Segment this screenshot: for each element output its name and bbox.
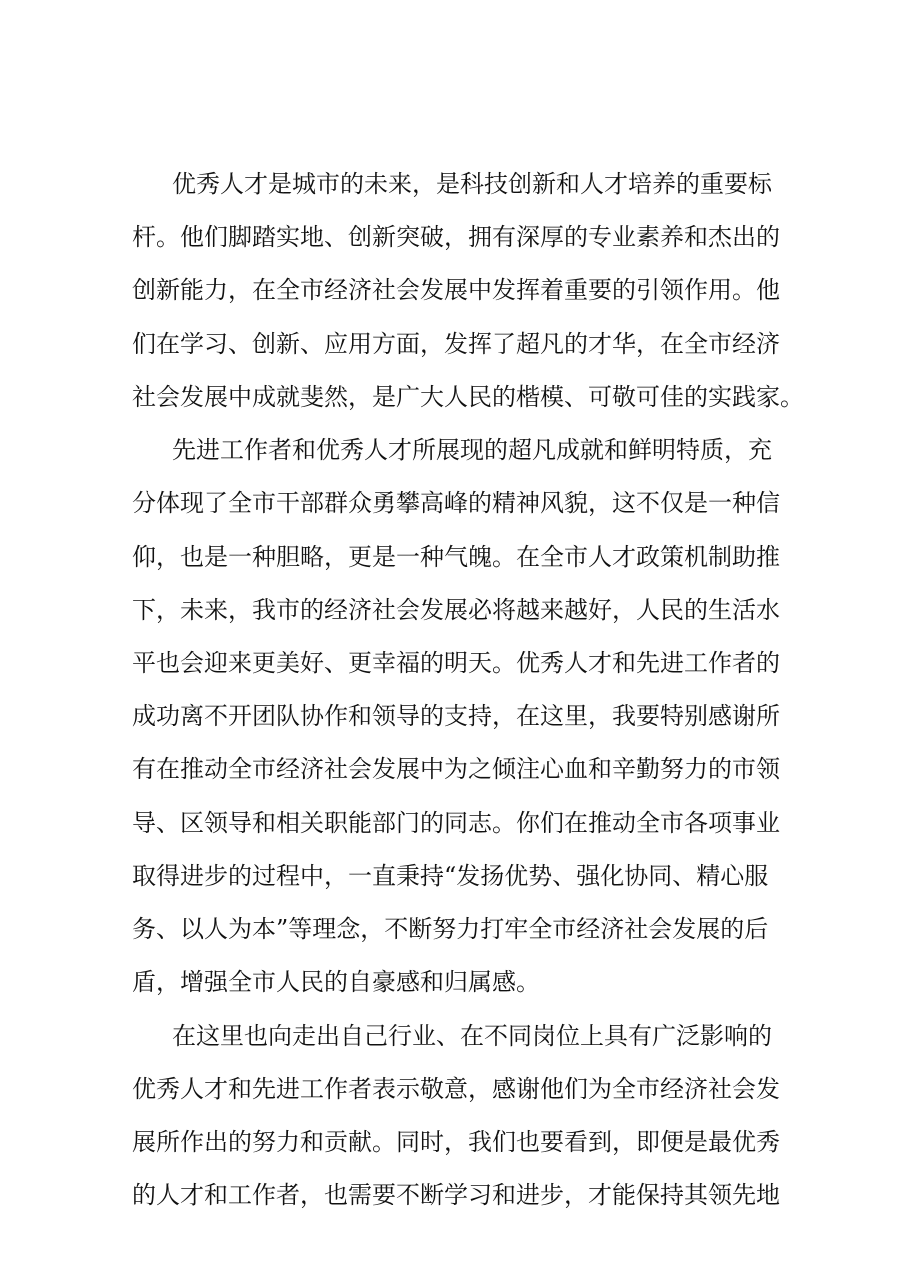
paragraph-2-line-4: 下，未来，我市的经济社会发展必将越来越好，人民的生活水 bbox=[132, 596, 780, 624]
paragraph-2-line-5: 平也会迎来更美好、更幸福的明天。优秀人才和先进工作者的 bbox=[132, 649, 780, 677]
paragraph-3-line-1: 在这里也向走出自己行业、在不同岗位上具有广泛影响的 bbox=[172, 1022, 772, 1050]
paragraph-2-line-10: 务、以人为本”等理念，不断努力打牢全市经济社会发展的后 bbox=[132, 915, 769, 943]
paragraph-2-line-2: 分体现了全市干部群众勇攀高峰的精神风貌，这不仅是一种信 bbox=[132, 489, 780, 517]
paragraph-2-line-3: 仰，也是一种胆略，更是一种气魄。在全市人才政策机制助推 bbox=[132, 543, 780, 571]
paragraph-3-line-4: 的人才和工作者，也需要不断学习和进步，才能保持其领先地 bbox=[132, 1181, 780, 1209]
paragraph-2-line-1: 先进工作者和优秀人才所展现的超凡成就和鲜明特质，充 bbox=[172, 436, 772, 464]
paragraph-2-line-9: 取得进步的过程中，一直秉持“发扬优势、强化协同、精心服 bbox=[132, 862, 769, 890]
paragraph-1-line-5: 社会发展中成就斐然，是广大人民的楷模、可敬可佳的实践家。 bbox=[132, 383, 804, 411]
paragraph-1-line-1: 优秀人才是城市的未来，是科技创新和人才培养的重要标 bbox=[172, 170, 772, 198]
paragraph-1-line-3: 创新能力，在全市经济社会发展中发挥着重要的引领作用。他 bbox=[132, 276, 780, 304]
paragraph-2-line-11: 盾，增强全市人民的自豪感和归属感。 bbox=[132, 968, 540, 996]
paragraph-3-line-3: 展所作出的努力和贡献。同时，我们也要看到，即便是最优秀 bbox=[132, 1128, 780, 1156]
paragraph-2-line-8: 导、区领导和相关职能部门的同志。你们在推动全市各项事业 bbox=[132, 809, 780, 837]
paragraph-3-line-2: 优秀人才和先进工作者表示敬意，感谢他们为全市经济社会发 bbox=[132, 1075, 780, 1103]
paragraph-2-line-7: 有在推动全市经济社会发展中为之倾注心血和辛勤努力的市领 bbox=[132, 755, 780, 783]
paragraph-2-line-6: 成功离不开团队协作和领导的支持，在这里，我要特别感谢所 bbox=[132, 702, 780, 730]
paragraph-1-line-4: 们在学习、创新、应用方面，发挥了超凡的才华，在全市经济 bbox=[132, 330, 780, 358]
paragraph-1-line-2: 杆。他们脚踏实地、创新突破，拥有深厚的专业素养和杰出的 bbox=[132, 223, 780, 251]
